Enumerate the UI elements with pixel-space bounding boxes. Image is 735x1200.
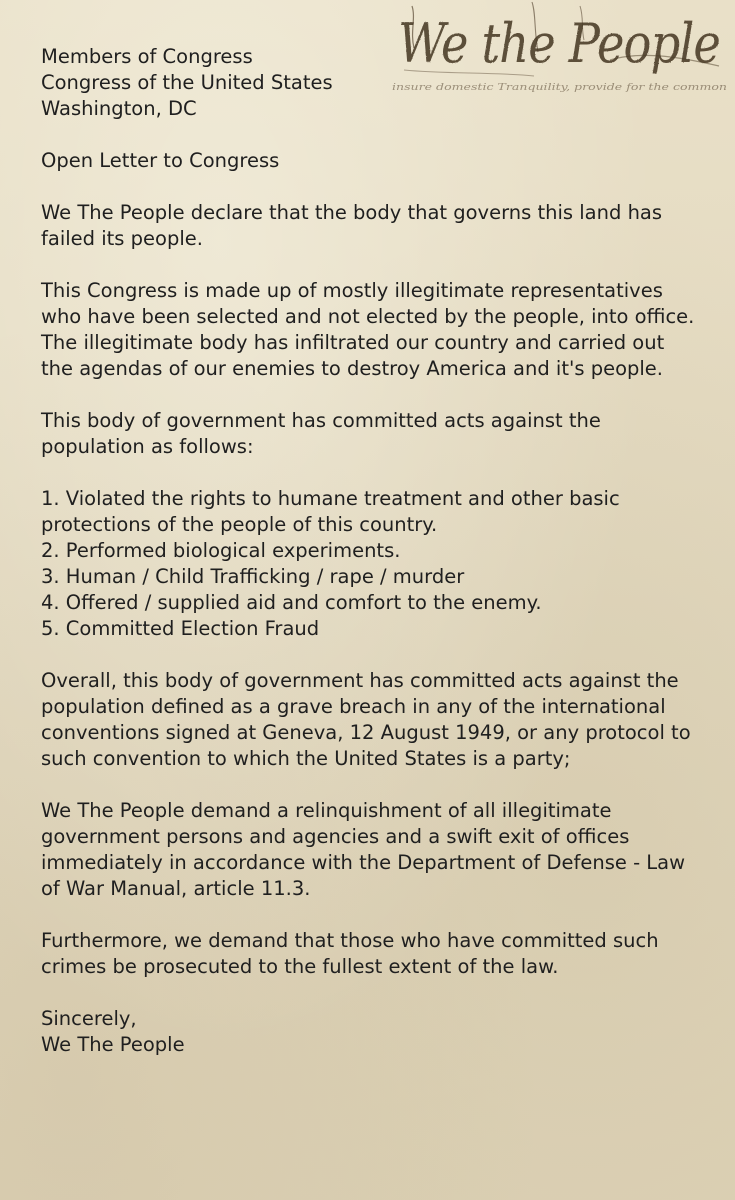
closing-salutation: Sincerely, bbox=[41, 1007, 137, 1030]
paragraph-demand bbox=[41, 798, 711, 902]
spacer bbox=[41, 382, 711, 408]
spacer bbox=[41, 174, 711, 200]
paragraph-declaration bbox=[41, 200, 711, 252]
recipient-address bbox=[41, 44, 711, 122]
list-item: 5. Committed Election Fraud bbox=[41, 617, 320, 640]
spacer bbox=[41, 252, 711, 278]
list-item: 1. Violated the rights to humane treatment and other basic bbox=[41, 487, 620, 510]
letter-body bbox=[41, 44, 711, 1058]
paragraph-line: Overall, this body of government has committed acts against the bbox=[41, 669, 679, 692]
spacer bbox=[41, 980, 711, 1006]
paragraph-line: This Congress is made up of mostly illegitimate representatives bbox=[41, 279, 663, 302]
paragraph-line: We The People demand a relinquishment of all illegitimate bbox=[41, 799, 612, 822]
paragraph-acts-intro bbox=[41, 408, 711, 460]
paragraph-overall bbox=[41, 668, 711, 772]
paragraph-illegitimate bbox=[41, 278, 711, 382]
closing bbox=[41, 1006, 711, 1058]
spacer bbox=[41, 902, 711, 928]
paragraph-line: The illegitimate body has infiltrated our country and carried out bbox=[41, 331, 665, 354]
list-item: 3. Human / Child Trafficking / rape / murder bbox=[41, 565, 465, 588]
spacer bbox=[41, 460, 711, 486]
acts-list bbox=[41, 486, 711, 642]
list-item: 2. Performed biological experiments. bbox=[41, 539, 401, 562]
paragraph-line: immediately in accordance with the Department of Defense - Law bbox=[41, 851, 686, 874]
letter-subject: Open Letter to Congress bbox=[41, 149, 280, 172]
paragraph-line: government persons and agencies and a swift exit of offices bbox=[41, 825, 630, 848]
address-line: Members of Congress bbox=[41, 45, 253, 68]
paragraph-line: Furthermore, we demand that those who have committed such bbox=[41, 929, 659, 952]
paragraph-line: conventions signed at Geneva, 12 August 1949, or any protocol to bbox=[41, 721, 691, 744]
paragraph-line: failed its people. bbox=[41, 227, 203, 250]
preamble-fragment-text: insure domestic Tranquility, provide for the common bbox=[392, 82, 727, 93]
address-line: Congress of the United States bbox=[41, 71, 333, 94]
paragraph-line: of War Manual, article 11.3. bbox=[41, 877, 311, 900]
closing-signature: We The People bbox=[41, 1033, 185, 1056]
we-the-people-script-text: We the People bbox=[398, 12, 720, 75]
list-item: protections of the people of this country. bbox=[41, 513, 438, 536]
paragraph-line: crimes be prosecuted to the fullest extent of the law. bbox=[41, 955, 559, 978]
spacer bbox=[41, 772, 711, 798]
spacer bbox=[41, 122, 711, 148]
paragraph-furthermore bbox=[41, 928, 711, 980]
address-line: Washington, DC bbox=[41, 97, 197, 120]
spacer bbox=[41, 642, 711, 668]
paragraph-line: such convention to which the United States is a party; bbox=[41, 747, 571, 770]
list-item: 4. Offered / supplied aid and comfort to the enemy. bbox=[41, 591, 542, 614]
paragraph-line: We The People declare that the body that governs this land has bbox=[41, 201, 663, 224]
paragraph-line: who have been selected and not elected by the people, into office. bbox=[41, 305, 695, 328]
paragraph-line: This body of government has committed acts against the bbox=[41, 409, 601, 432]
paragraph-line: population defined as a grave breach in any of the international bbox=[41, 695, 666, 718]
paragraph-line: population as follows: bbox=[41, 435, 254, 458]
paragraph-line: the agendas of our enemies to destroy America and it's people. bbox=[41, 357, 664, 380]
